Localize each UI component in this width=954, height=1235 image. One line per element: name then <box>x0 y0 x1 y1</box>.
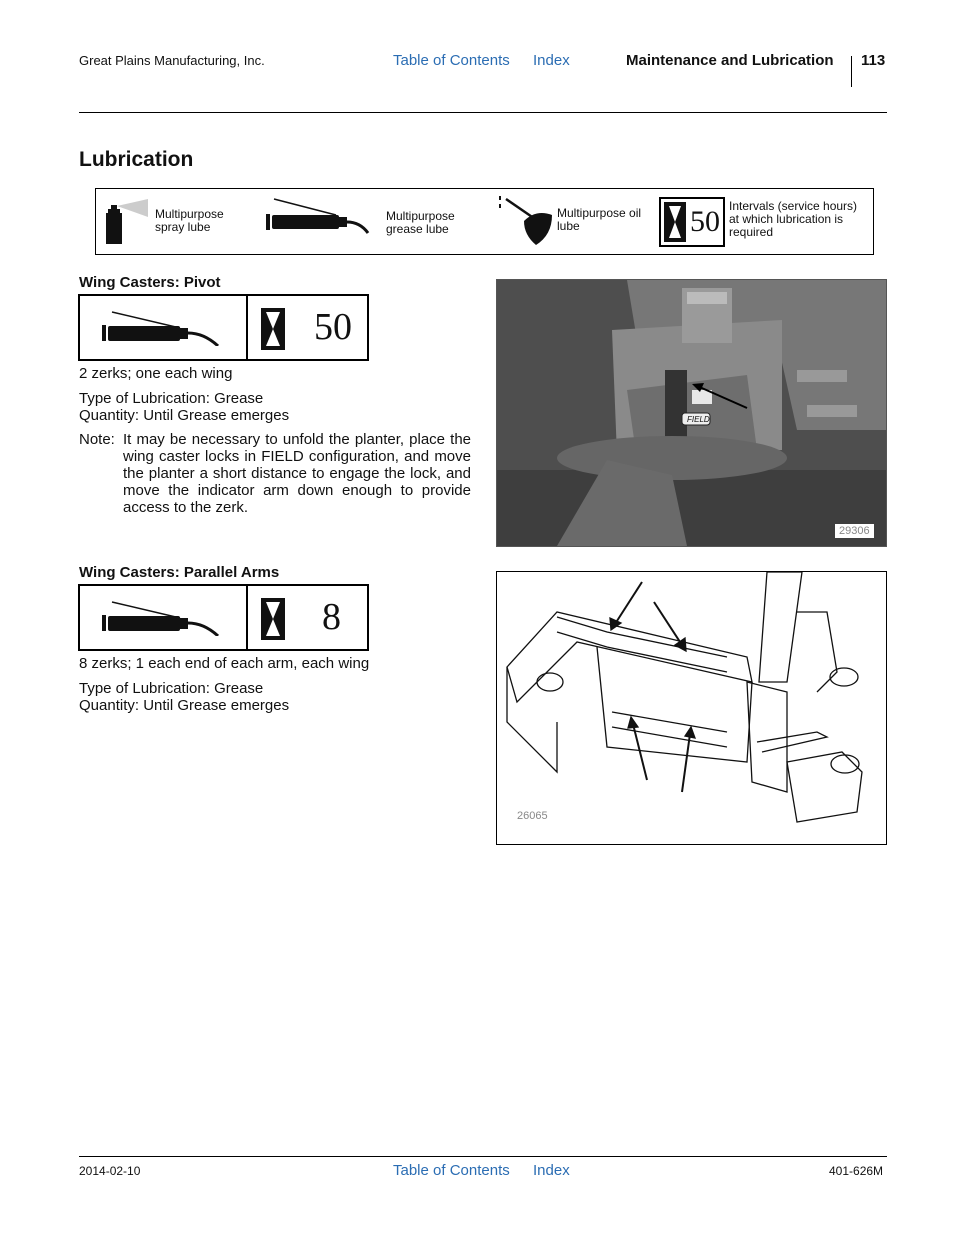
header-index-link[interactable]: Index <box>533 52 570 69</box>
pivot-lube-symbol <box>78 294 369 361</box>
header-rule <box>79 112 887 113</box>
arms-heading: Wing Casters: Parallel Arms <box>79 564 280 581</box>
arms-lube-type: Type of Lubrication: Grease <box>79 680 264 697</box>
footer-doc-number: 401-626M <box>829 1164 884 1178</box>
pivot-heading: Wing Casters: Pivot <box>79 274 221 291</box>
pivot-zerks: 2 zerks; one each wing <box>79 365 233 382</box>
hourglass-icon <box>664 202 686 242</box>
arms-lube-symbol <box>78 584 369 651</box>
legend-interval-label: Intervals (service hours) at which lubrication is required <box>729 199 858 239</box>
section-title: Maintenance and Lubrication <box>626 52 834 69</box>
arms-quantity: Quantity: Until Grease emerges <box>79 697 290 714</box>
interval-value: 50 <box>690 205 720 238</box>
footer-index-link[interactable]: Index <box>533 1162 570 1179</box>
spray-can-icon <box>103 199 153 247</box>
hourglass-icon <box>261 308 285 350</box>
grease-gun-icon <box>264 195 382 235</box>
arms-zerks: 8 zerks; 1 each end of each arm, each wing <box>79 655 370 672</box>
pivot-figure-number: 29306 <box>835 524 874 538</box>
hourglass-icon <box>261 598 285 640</box>
symbol-divider <box>246 296 248 359</box>
header-toc-link[interactable]: Table of Contents <box>393 52 510 69</box>
footer-rule <box>79 1156 887 1157</box>
grease-gun-icon <box>100 600 225 636</box>
legend-oil-label: Multipurpose oil lube <box>557 206 642 233</box>
pivot-photo-drawing <box>497 280 886 546</box>
arms-diagram-drawing <box>497 572 886 844</box>
field-label: FIELD <box>687 415 710 424</box>
legend-spray-label: Multipurpose spray lube <box>155 207 224 234</box>
pivot-lube-type: Type of Lubrication: Grease <box>79 390 264 407</box>
note-text: It may be necessary to unfold the planter, place the wing caster locks in FIELD configuration, and move the planter a short distance to engage the lock, and move the indicator arm down enough to provide access to the zerk. <box>123 431 471 516</box>
arms-diagram <box>496 571 887 845</box>
legend-grease-label: Multipurpose grease lube <box>386 209 455 236</box>
footer-date: 2014-02-10 <box>79 1164 141 1178</box>
pivot-photo <box>496 279 887 547</box>
page-title: Lubrication <box>79 148 194 171</box>
symbol-divider <box>246 586 248 649</box>
footer-toc-link[interactable]: Table of Contents <box>393 1162 510 1179</box>
company-name: Great Plains Manufacturing, Inc. <box>79 53 265 68</box>
interval-symbol <box>659 197 725 247</box>
note-label: Note: <box>79 431 115 448</box>
page-number: 113 <box>861 52 886 69</box>
arms-figure-number: 26065 <box>517 810 548 822</box>
pivot-interval: 50 <box>314 306 352 348</box>
pivot-quantity: Quantity: Until Grease emerges <box>79 407 290 424</box>
oil-can-icon <box>496 195 558 247</box>
header-divider <box>851 56 852 87</box>
grease-gun-icon <box>100 310 225 346</box>
lube-legend <box>95 188 874 255</box>
arms-interval: 8 <box>322 596 341 638</box>
